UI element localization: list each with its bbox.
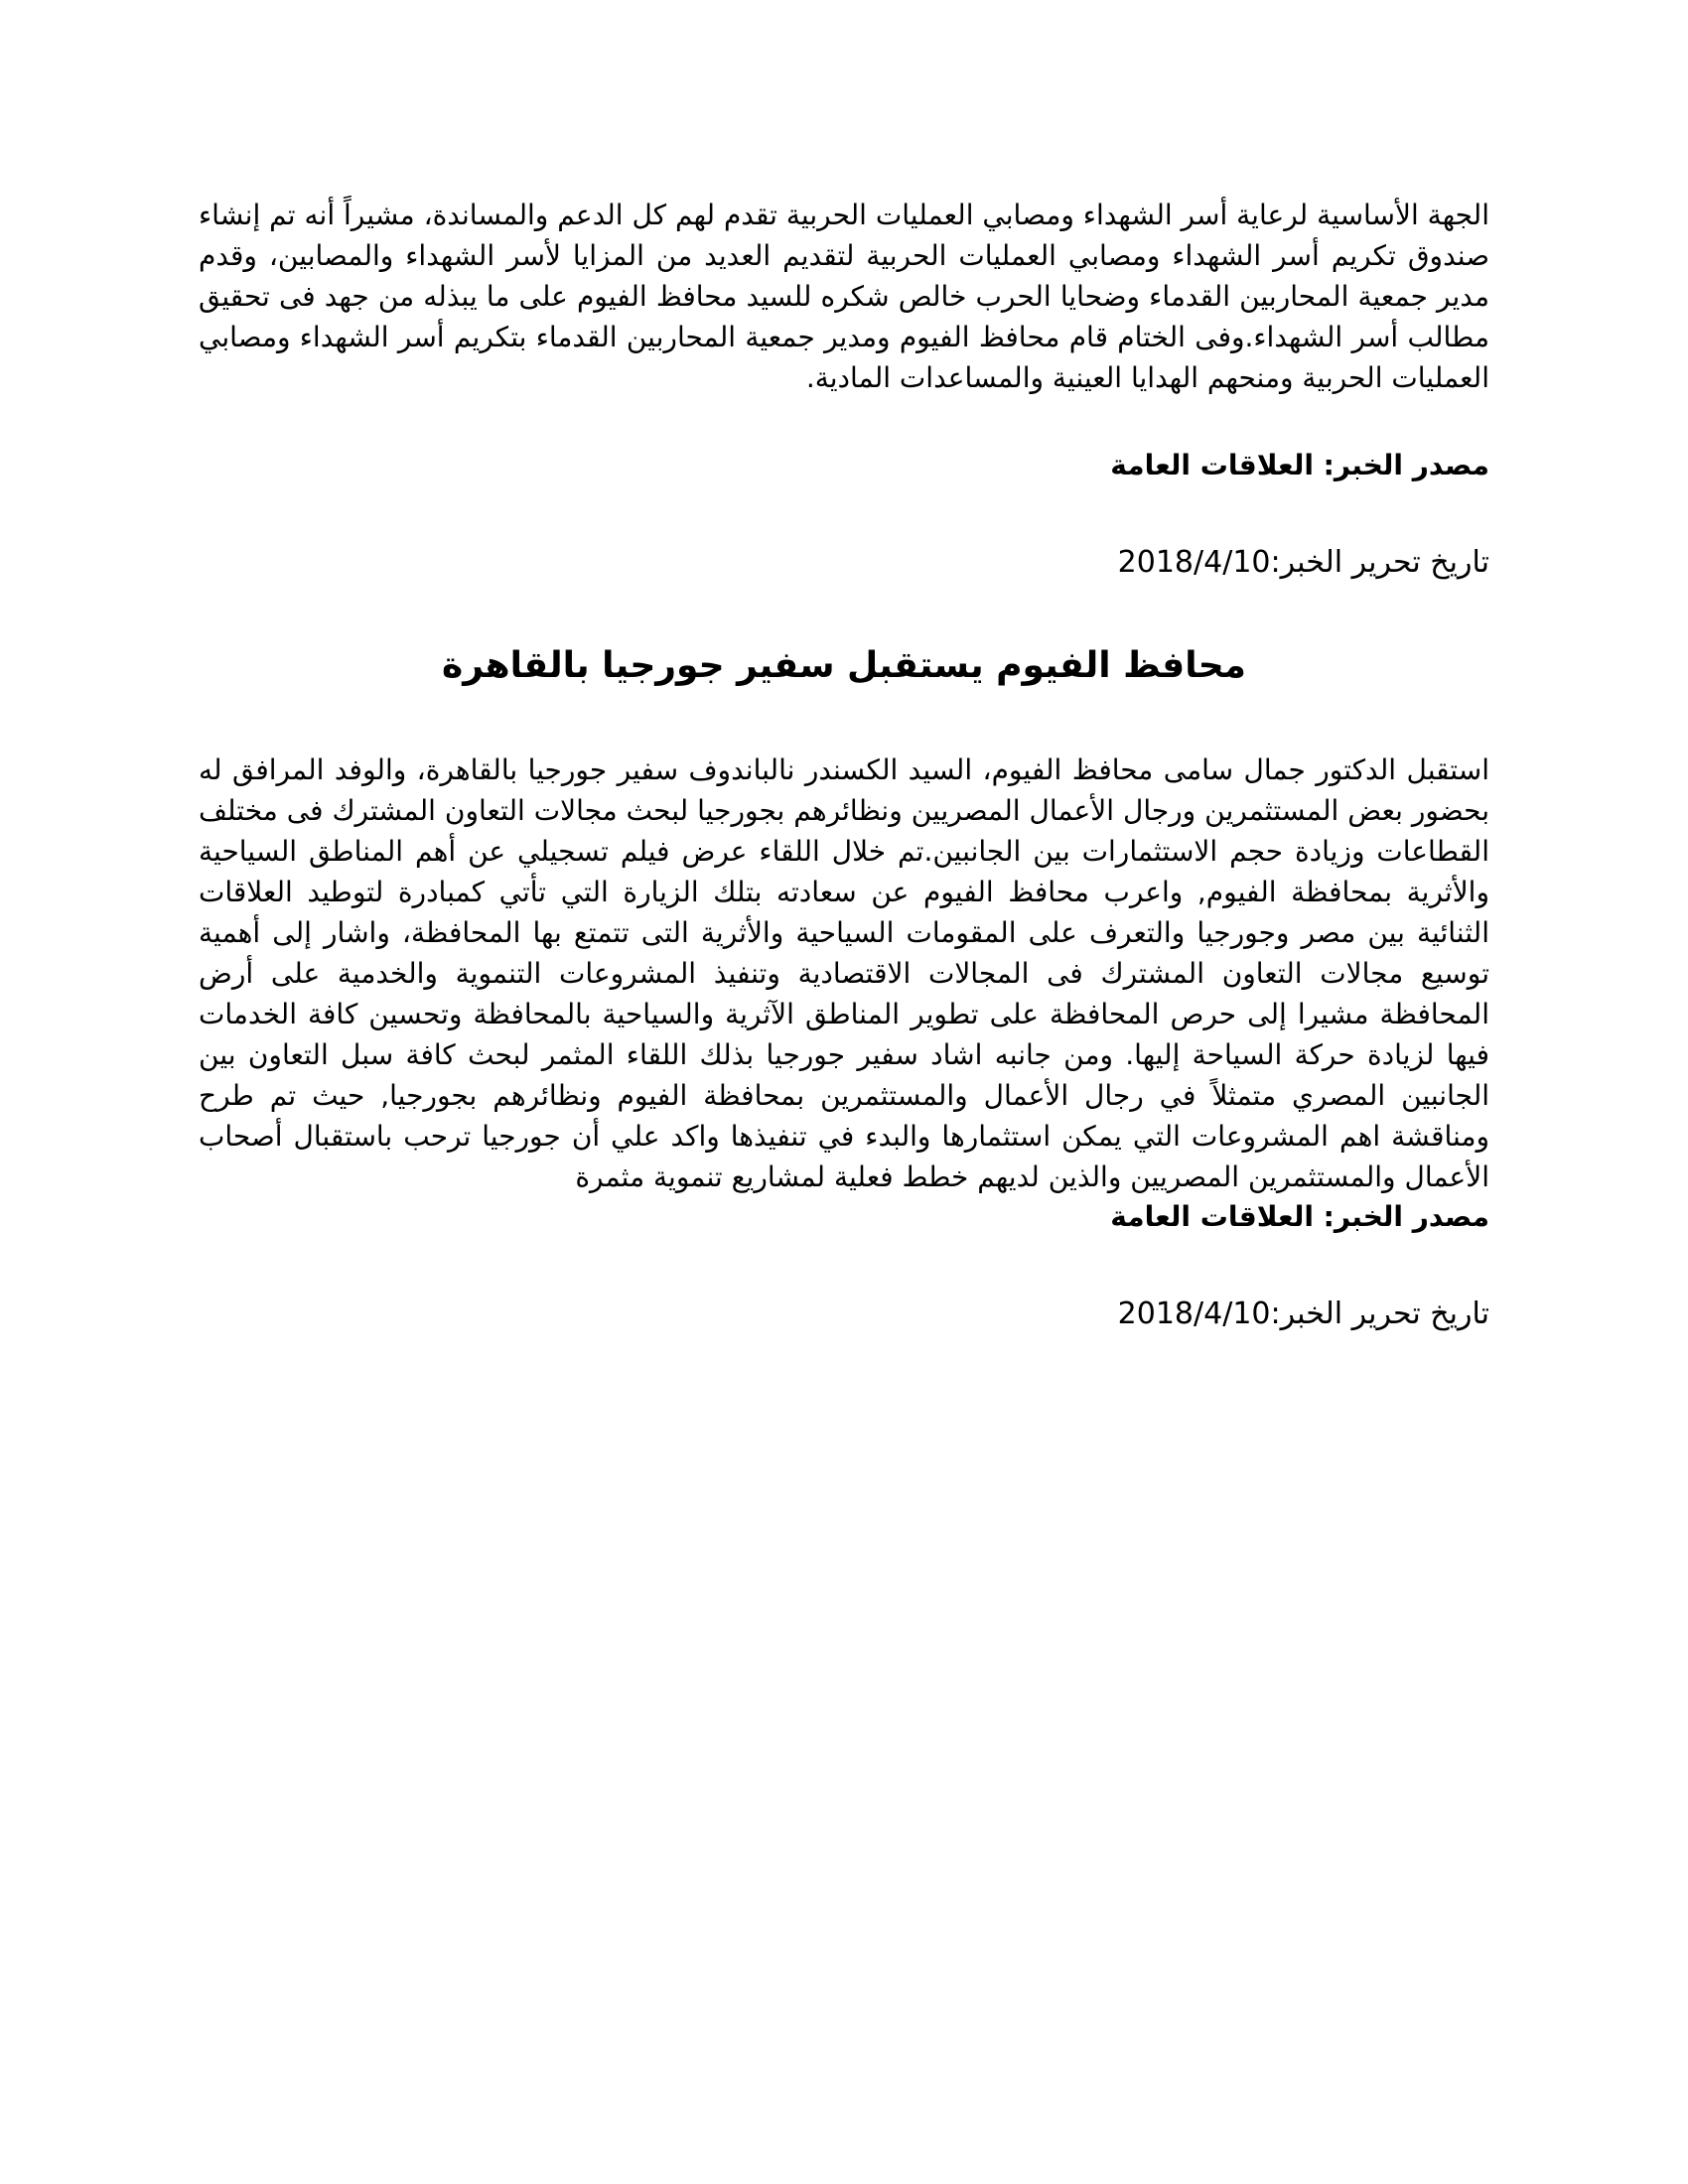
article-1-date: تاريخ تحرير الخبر:2018/4/10 <box>1117 545 1489 580</box>
spacer <box>199 583 1489 642</box>
document-content <box>199 195 1489 1334</box>
article-2-body: استقبل الدكتور جمال سامى محافظ الفيوم، السيد الكسندر نالباندوف سفير جورجيا بالقاهرة، والوفد المرافق له بحضور بعض المستثمرين ورجال الأعمال المصريين ونظائرهم بجورجيا لبحث مجالات التعاون المشترك فى مختلف القطاعات وزيادة حجم الاستثمارات بين الجانبين.تم خلال اللقاء عرض فيلم تسجيلي عن أهم المناطق السياحية والأثرية بمحافظة الفيوم, واعرب محافظ الفيوم عن سعادته بتلك الزيارة التي تأتي كمبادرة لتوطيد العلاقات الثنائية بين مصر وجورجيا والتعرف على المقومات السياحية والأثرية التى تتمتع بها المحافظة، واشار إلى أهمية توسيع مجالات التعاون المشترك فى المجالات الاقتصادية وتنفيذ المشروعات التنموية والخدمية على أرض المحافظة مشيرا إلى حرص المحافظة على تطوير المناطق الآثرية والسياحية بالمحافظة وتحسين كافة الخدمات فيها لزيادة حركة السياحة إليها. ومن جانبه اشاد سفير جورجيا بذلك اللقاء المثمر لبحث كافة سبل التعاون بين الجانبين المصري متمثلاً في رجال الأعمال والمستثمرين بمحافظة الفيوم ونظائرهم بجورجيا, حيث تم طرح ومناقشة اهم المشروعات التي يمكن استثمارها والبدء في تنفيذها واكد علي أن جورجيا ترحب باستقبال أصحاب الأعمال والمستثمرين المصريين والذين لديهم خطط فعلية لمشاريع تنموية مثمرة <box>199 753 1489 1193</box>
spacer <box>199 398 1489 446</box>
article-2-title: محافظ الفيوم يستقبل سفير جورجيا بالقاهرة <box>442 645 1246 686</box>
spacer <box>199 485 1489 543</box>
article-1-body: الجهة الأساسية لرعاية أسر الشهداء ومصابي العمليات الحربية تقدم لهم كل الدعم والمساندة، مشيراً أنه تم إنشاء صندوق تكريم أسر الشهداء ومصابي العمليات الحربية لتقديم العديد من المزايا لأسر الشهداء والمصابين، وقدم مدير جمعية المحاربين القدماء وضحايا الحرب خالص شكره للسيد محافظ الفيوم على ما يبذله من جهد فى تحقيق مطالب أسر الشهداء.وفى الختام قام محافظ الفيوم ومدير جمعية المحاربين القدماء بتكريم أسر الشهداء ومصابي العمليات الحربية ومنحهم الهدايا العينية والمساعدات المادية. <box>199 199 1489 394</box>
article-1-source: مصدر الخبر: العلاقات العامة <box>1110 449 1489 481</box>
article-2-date: تاريخ تحرير الخبر:2018/4/10 <box>1117 1297 1489 1331</box>
spacer <box>199 690 1489 750</box>
spacer <box>199 1237 1489 1295</box>
article-2-source: مصدر الخبر: العلاقات العامة <box>1110 1200 1489 1233</box>
